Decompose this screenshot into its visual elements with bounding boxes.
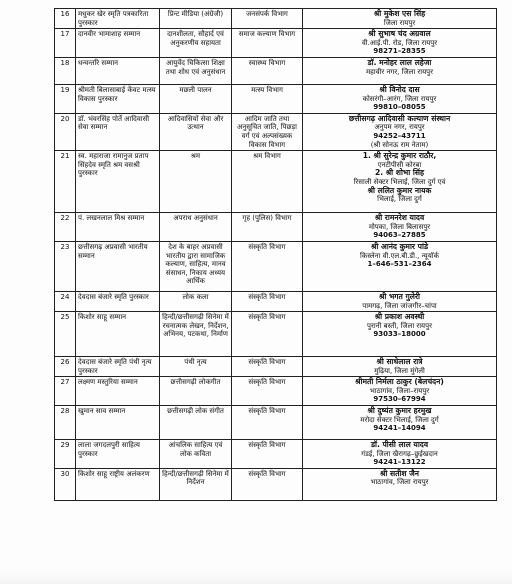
winner-line: श्रीमती निर्मला ठाकुर (बेलचंदन) [355,377,444,387]
winner-cell [303,357,497,377]
winner-line: श्री भगत गुलेरी [378,291,421,301]
winner-line: श्री आनंद कुमार पांडे [370,241,429,251]
award-name-cell: लाला जगदलपुरी साहित्य पुरस्कार [76,440,160,469]
field-cell: श्रम [160,151,232,213]
award-name-cell: देवदास बंजारे स्मृति पुरस्कार [76,291,160,311]
winner-line: 97530–67994 [373,395,426,404]
serial-number-cell: 24 [55,291,76,311]
table-row [55,241,497,291]
winner-line: श्री सतीश जैन [379,468,420,478]
winner-line: किस्लेना वी.एल.बी.डी., न्यूयॉर्क [360,251,439,260]
winner-line: गंडई, जिला खैरागढ़–छुईखदान [361,449,438,458]
winner-cell [303,9,497,29]
serial-number-cell: 18 [55,57,76,84]
winner-cell [303,468,497,500]
serial-number-cell: 17 [55,29,76,58]
serial-number-cell: 20 [55,113,76,150]
winner-line: 99810–08055 [373,103,426,112]
table-row [55,9,497,29]
department-cell: संस्कृति विभाग [232,406,303,440]
table-row [55,213,497,242]
field-cell: अपराध अनुसंधान [160,213,232,242]
winner-line: श्री सुभाष चंद अग्रवाल [368,29,431,39]
serial-number-cell: 26 [55,357,76,377]
winner-cell [303,57,497,84]
department-cell: संस्कृति विभाग [232,241,303,291]
winner-line: 94241–13122 [373,458,426,467]
serial-number-cell: 22 [55,213,76,242]
field-cell: आयुर्वेद चिकित्सा शिक्षा तथा शोध एवं अनुसंधान [160,57,232,84]
winner-line: डॉ. पीसी लाल यादव [370,440,429,450]
winner-line: 1–646–531–2364 [367,260,432,269]
winner-line: मरोदा सेक्टर भिलाई, जिला दुर्ग [360,415,439,424]
department-cell: संस्कृति विभाग [232,291,303,311]
department-cell: संस्कृति विभाग [232,377,303,406]
field-cell: मछली पालन [160,84,232,113]
winner-line: श्री रामनरेश यादव [374,213,425,223]
field-cell: छत्तीसगढ़ी लोक संगीत [160,406,232,440]
winner-line: जिला रायपुर [383,18,416,27]
department-cell: संस्कृति विभाग [232,468,303,500]
page-bottom-edge [0,570,512,584]
winner-line: श्री विनोद दास [379,84,420,94]
table-row [55,291,497,311]
department-cell: संस्कृति विभाग [232,357,303,377]
table-row [55,377,497,406]
winner-line: रिसाली सेक्टर भिलाई, जिला दुर्ग एवं [353,177,446,186]
table-row [55,468,497,500]
winner-line: मुढ़िया, जिला मुंगेली [374,366,425,375]
winner-line: भाठागांव, जिला–रायपुर [369,386,430,395]
award-name-cell: छत्तीसगढ़ अप्रवासी भारतीय सम्मान [76,241,160,291]
winner-cell [303,440,497,469]
department-cell: गृह (पुलिस) विभाग [232,213,303,242]
winner-line: 2. श्री शोभा सिंह [374,168,424,178]
winner-line: एनटीपीसी कोरबा [377,160,422,169]
serial-number-cell: 29 [55,440,76,469]
winner-line: मोपका, जिला बिलासपुर [368,222,431,231]
winner-line: पुरानी बस्ती, जिला रायपुर [367,321,432,330]
winner-line: 93033–18000 [373,330,426,339]
winner-cell [303,406,497,440]
awards-table [54,8,497,501]
winner-cell [303,291,497,311]
department-cell: आदिम जाति तथा अनुसूचित जाति, पिछड़ा वर्ग एवं अल्पसंख्यक विकास विभाग [232,113,303,150]
winner-line: छत्तीसगढ़ आदिवासी कल्याण संस्थान [348,113,451,123]
award-name-cell: धन्वन्तरि सम्मान [76,57,160,84]
award-name-cell: देवदास बंजारे स्मृति पंथी नृत्य पुरस्कार [76,357,160,377]
winner-line: कोसरंगी–आरंग, जिला रायपुर [362,94,437,103]
winner-line: 1. श्री सुरेन्द्र कुमार राठौर, [362,151,437,161]
field-cell: पंथी नृत्य [160,357,232,377]
table-row [55,357,497,377]
winner-line: वी.आई.पी. रोड, जिला रायपुर [361,38,438,47]
department-cell: श्रम विभाग [232,151,303,213]
serial-number-cell: 23 [55,241,76,291]
winner-line: पामगढ़, जिला जांजगीर–चांपा [362,301,437,310]
field-cell: आदिवासियों सेवा और उत्थान [160,113,232,150]
award-name-cell: लक्ष्मण मस्तुरिया सम्मान [76,377,160,406]
winner-cell [303,312,497,357]
department-cell: स्वास्थ्य विभाग [232,57,303,84]
award-name-cell: किशोर साहू राष्ट्रीय अलंकरण [76,468,160,500]
table-row [55,312,497,357]
winner-cell [303,213,497,242]
serial-number-cell: 27 [55,377,76,406]
field-cell: देश के बाहर अप्रवासी भारतीय द्वारा सामाजिक कल्याण, साहित्य, मानव संसाधन, निकाय अध्यय आर्थिक [160,241,232,291]
department-cell: संस्कृति विभाग [232,440,303,469]
department-cell: जनसंपर्क विभाग [232,9,303,29]
winner-line: श्री प्रकाश अवस्थी [374,312,425,322]
winner-cell [303,113,497,150]
serial-number-cell: 30 [55,468,76,500]
award-name-cell: श्रीमती बिलासाबाई केंवट मत्स्य विकास पुरस्कार [76,84,160,113]
winner-line: 94063–27885 [373,231,426,240]
table-row [55,29,497,58]
award-name-cell: डॉ. भंवरसिंह पोर्ते आदिवासी सेवा सम्मान [76,113,160,150]
award-name-cell: स्व. महाराजा रामानुज प्रताप सिंहदेव स्मृति श्रम वसश्री पुरस्कार [76,151,160,213]
winner-line: 98271–28355 [373,47,426,56]
table-row [55,113,497,150]
winner-cell [303,84,497,113]
winner-cell [303,377,497,406]
winner-line: (श्री सोनऊ राम नेताम) [370,140,429,149]
serial-number-cell: 19 [55,84,76,113]
department-cell: मत्स्य विभाग [232,84,303,113]
award-name-cell: खुमान साव सम्मान [76,406,160,440]
field-cell: हिन्दी/छत्तीसगढ़ी सिनेमा में निर्देशन [160,468,232,500]
serial-number-cell: 28 [55,406,76,440]
winner-line: डॉ. मनोहर लाल लहेजा [367,57,432,67]
awards-table-body [55,9,497,501]
department-cell: समाज कल्याण विभाग [232,29,303,58]
serial-number-cell: 25 [55,312,76,357]
winner-line: भाठागांव, जिला रायपुर [370,478,429,487]
award-name-cell: मधुकर खेर स्मृति पत्रकारिता पुरस्कार [76,9,160,29]
award-name-cell: दानवीर भामाशाह सम्मान [76,29,160,58]
table-row [55,406,497,440]
field-cell: छत्तीसगढ़ी लोकगीत [160,377,232,406]
field-cell: दानशीलता, सौहार्द एवं अनुकरणीय सहायता [160,29,232,58]
winner-line: श्री दुष्यंत कुमार हरमुख [367,406,432,416]
winner-cell [303,151,497,213]
serial-number-cell: 16 [55,9,76,29]
winner-line: श्री साधेलाल रात्रे [376,357,423,367]
award-name-cell: किशोर साहू सम्मान [76,312,160,357]
award-name-cell: पं. लखनलाल मिश्र सम्मान [76,213,160,242]
winner-line: भिलाई, जिला दुर्ग [377,195,422,204]
winner-line: महावीर नगर, जिला रायपुर [365,67,433,76]
winner-line: अनुपम नगर, रायपुर [374,123,425,132]
table-row [55,57,497,84]
department-cell: संस्कृति विभाग [232,312,303,357]
field-cell: प्रिन्ट मीडिया (अंग्रेजी) [160,9,232,29]
field-cell: आंचलिक साहित्य एवं लोक कविता [160,440,232,469]
table-row [55,84,497,113]
winner-line: 94252–43711 [373,131,426,140]
table-row [55,151,497,213]
field-cell: हिन्दी/छत्तीसगढ़ी सिनेमा में रचनात्मक लेखन, निर्देशन, अभिनय, पटकथा, निर्माण [160,312,232,357]
serial-number-cell: 21 [55,151,76,213]
winner-cell [303,241,497,291]
winner-cell [303,29,497,58]
winner-line: श्री मुकेश एस सिंह [373,9,426,18]
table-row [55,440,497,469]
winner-line: 94241–14094 [373,424,426,433]
winner-line: श्री ललित कुमार नायक [367,185,432,195]
field-cell: लोक कला [160,291,232,311]
